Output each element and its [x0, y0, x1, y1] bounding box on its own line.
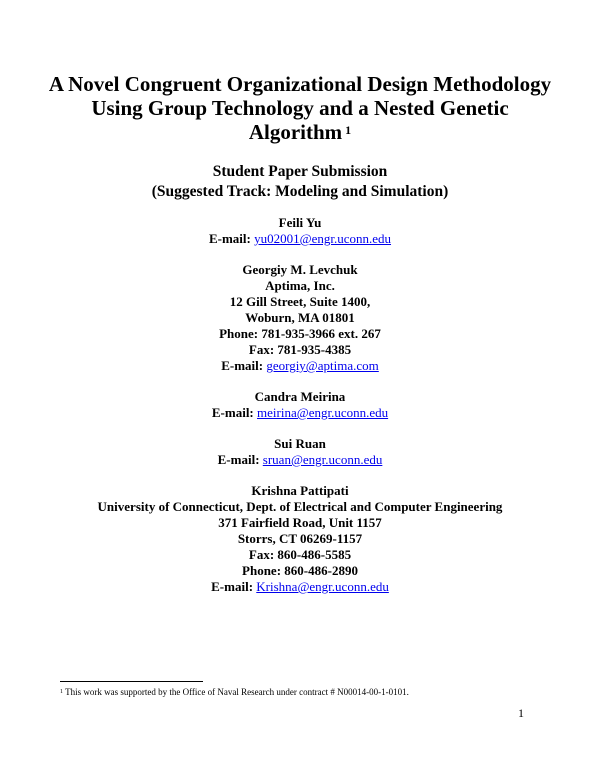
email-label: E-mail:	[211, 579, 254, 594]
author-email-link[interactable]: sruan@engr.uconn.edu	[262, 452, 383, 467]
paper-title	[40, 72, 560, 144]
author-city: Woburn, MA 01801	[245, 310, 355, 325]
title-line-3-text: Algorithm	[248, 120, 343, 144]
author-phone: Phone: 781-935-3966 ext. 267	[219, 326, 381, 341]
author-name: Georgiy M. Levchuk	[242, 262, 358, 277]
author-fax: Fax: 860-486-5585	[248, 547, 352, 562]
email-label: E-mail:	[217, 452, 260, 467]
author-city: Storrs, CT 06269-1157	[237, 531, 363, 546]
author-street: 12 Gill Street, Suite 1400,	[229, 294, 371, 309]
author-email-line	[40, 452, 560, 468]
author-name: Krishna Pattipati	[251, 483, 349, 498]
author-email-link[interactable]: Krishna@engr.uconn.edu	[256, 579, 389, 594]
author-email-line	[40, 231, 560, 247]
author-email-link[interactable]: yu02001@engr.uconn.edu	[254, 231, 392, 246]
author-phone: Phone: 860-486-2890	[242, 563, 358, 578]
submission-type: Student Paper Submission	[212, 163, 388, 180]
title-line-2: Using Group Technology and a Nested Genetic	[91, 96, 509, 120]
author-organization: University of Connecticut, Dept. of Electrical and Computer Engineering	[97, 499, 503, 514]
footnote	[60, 686, 409, 698]
author-email-link[interactable]: meirina@engr.uconn.edu	[257, 405, 389, 420]
author-fax: Fax: 781-935-4385	[248, 342, 352, 357]
suggested-track: (Suggested Track: Modeling and Simulation)	[151, 183, 449, 200]
author-email-line	[40, 579, 560, 595]
author-email-link[interactable]: georgiy@aptima.com	[266, 358, 379, 373]
footnote-divider	[60, 681, 203, 682]
email-label: E-mail:	[208, 231, 251, 246]
author-street: 371 Fairfield Road, Unit 1157	[218, 515, 382, 530]
title-line-1: A Novel Congruent Organizational Design Methodology	[48, 72, 552, 96]
title-footnote-mark: 1	[345, 123, 352, 137]
author-name: Feili Yu	[278, 215, 322, 230]
footnote-mark: 1	[60, 689, 63, 695]
footnote-text: This work was supported by the Office of Naval Research under contract # N00014-00-1-0101.	[65, 687, 409, 697]
submission-info	[40, 162, 560, 202]
author-block	[40, 436, 560, 468]
author-organization: Aptima, Inc.	[265, 278, 335, 293]
author-list	[40, 215, 560, 610]
title-line-3	[40, 120, 560, 144]
email-label: E-mail:	[221, 358, 264, 373]
author-name: Candra Meirina	[254, 389, 346, 404]
author-email-line	[40, 405, 560, 421]
author-name: Sui Ruan	[274, 436, 326, 451]
author-block	[40, 262, 560, 374]
email-label: E-mail:	[211, 405, 254, 420]
author-block	[40, 389, 560, 421]
page-number: 1	[518, 706, 524, 720]
author-block	[40, 483, 560, 595]
author-block	[40, 215, 560, 247]
author-email-line	[40, 358, 560, 374]
